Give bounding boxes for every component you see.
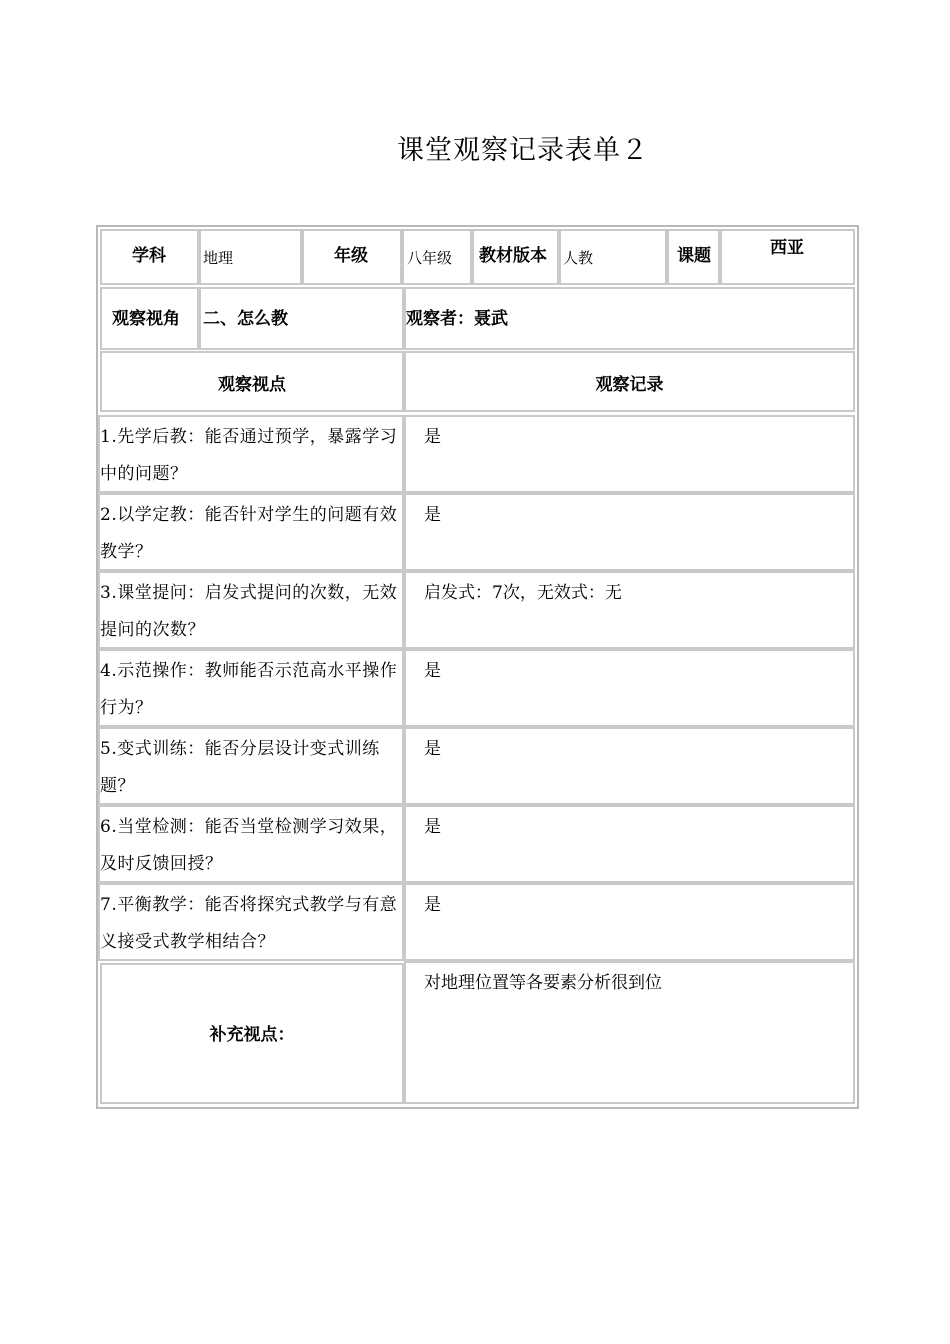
grade-value: 八年级 bbox=[407, 249, 453, 267]
points-header: 观察视点 bbox=[218, 375, 286, 395]
page-title: 课堂观察记录表单２ bbox=[397, 135, 649, 166]
table-row-7-point: 7.平衡教学：能否将探究式教学与有意义接受式教学相结合？ bbox=[98, 883, 404, 961]
table-row-7-record: 是 bbox=[404, 883, 855, 961]
topic-label: 课题 bbox=[677, 246, 711, 266]
table-row-3-record: 启发式：7次，无效式：无 bbox=[404, 571, 855, 649]
supplement-label: 补充视点： bbox=[209, 1025, 295, 1045]
topic-value-cell bbox=[720, 229, 855, 285]
records-header: 观察记录 bbox=[595, 375, 664, 395]
edition-label: 教材版本 bbox=[479, 246, 547, 266]
subject-value: 地理 bbox=[203, 249, 234, 267]
perspective-value-cell bbox=[199, 287, 404, 350]
table-row-6-record: 是 bbox=[404, 805, 855, 883]
table-row-1-record: 是 bbox=[404, 415, 855, 493]
perspective-label: 观察视角 bbox=[112, 309, 180, 329]
table-row-5-record: 是 bbox=[404, 727, 855, 805]
supplement-label-cell bbox=[100, 963, 404, 1104]
observer-name: 观察者：聂武 bbox=[406, 309, 508, 329]
records-header-cell bbox=[404, 351, 855, 412]
supplement-record: 对地理位置等各要素分析很到位 bbox=[424, 973, 662, 993]
table-row-4-record: 是 bbox=[404, 649, 855, 727]
observer-cell bbox=[404, 287, 855, 350]
table-row-6-point: 6.当堂检测：能否当堂检测学习效果，及时反馈回授？ bbox=[98, 805, 404, 883]
topic-label-cell bbox=[667, 229, 720, 285]
perspective-value: 二、怎么教 bbox=[203, 309, 288, 329]
points-header-cell bbox=[100, 351, 404, 412]
subject-label-cell bbox=[100, 229, 199, 285]
grade-label: 年级 bbox=[334, 246, 368, 266]
table-row-4-point: 4.示范操作：教师能否示范高水平操作行为？ bbox=[98, 649, 404, 727]
grade-value-cell bbox=[402, 229, 472, 285]
edition-label-cell bbox=[472, 229, 559, 285]
grade-label-cell bbox=[302, 229, 402, 285]
topic-value: 西亚 bbox=[770, 238, 804, 258]
table-row-2-point: 2.以学定教：能否针对学生的问题有效教学？ bbox=[98, 493, 404, 571]
table-row-1-point: 1.先学后教：能否通过预学，暴露学习中的问题？ bbox=[98, 415, 404, 493]
table-row-2-record: 是 bbox=[404, 493, 855, 571]
subject-label: 学科 bbox=[132, 246, 166, 266]
edition-value-cell bbox=[559, 229, 667, 285]
table-row-3-point: 3.课堂提问：启发式提问的次数，无效提问的次数？ bbox=[98, 571, 404, 649]
edition-value: 人教 bbox=[563, 249, 594, 267]
subject-value-cell bbox=[199, 229, 302, 285]
table-row-5-point: 5.变式训练：能否分层设计变式训练题？ bbox=[98, 727, 404, 805]
supplement-record-cell bbox=[404, 961, 855, 1104]
perspective-label-cell bbox=[100, 287, 199, 350]
